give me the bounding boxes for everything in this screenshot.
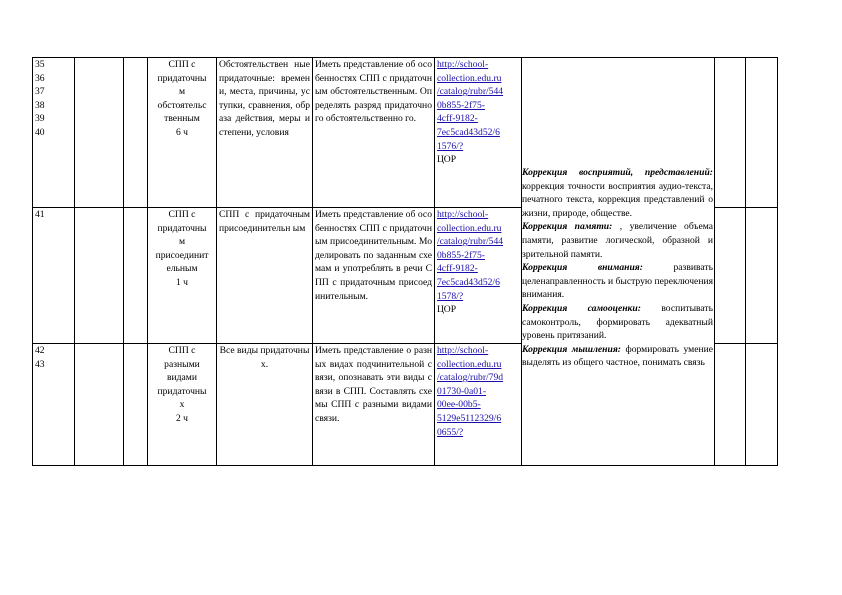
empty-cell — [124, 208, 148, 344]
empty-cell — [746, 208, 778, 344]
correction-text — [522, 166, 713, 370]
lesson-numbers: 35 36 37 38 39 40 — [33, 58, 75, 208]
resource-links-cell — [435, 58, 522, 208]
empty-cell — [75, 58, 124, 208]
resource-link[interactable]: http://school- collection.edu.ru /catalog/rubr/544 0b855-2f75- 4cff-9182- 7ec5cad43d52/6 1578/? — [437, 209, 504, 302]
resource-links-cell — [435, 208, 522, 344]
resource-link[interactable]: http://school- collection.edu.ru /catalog/rubr/544 0b855-2f75- 4cff-9182- 7ec5cad43d52/6 1576/? — [437, 59, 504, 152]
empty-cell — [124, 344, 148, 466]
goals-cell: Иметь представление об особенностях СПП с придаточным присоединительным. Моделировать по заданным схемам и употреблять в речи СПП с придаточным присоединительным. — [313, 208, 435, 344]
content-cell: Обстоятельствен ные придаточные: времени, места, причины, уступки, сравнения, образа действия, меры и степени, условия — [217, 58, 313, 208]
correction-block: Коррекция восприятий, представлений: коррекция точности восприятия аудио-текста, печатного текста, коррекция представлений о жизни, природе, обществе. — [522, 167, 713, 219]
correction-block: Коррекция самооценки: воспитывать самоконтроль, формировать адекватный уровень притязаний. — [522, 302, 713, 342]
lesson-numbers: 41 — [33, 208, 75, 344]
empty-cell — [75, 208, 124, 344]
empty-cell — [715, 58, 746, 208]
empty-cell — [124, 58, 148, 208]
topic-cell: СПП с придаточны м присоединит ельным 1 ч — [148, 208, 217, 344]
empty-cell — [746, 58, 778, 208]
correction-block: Коррекция памяти: , увеличение объема памяти, развитие логической, образной и зрительной памяти. — [522, 221, 713, 260]
cor-label: ЦОР — [437, 154, 457, 166]
topic-cell: СПП с разными видами придаточны х 2 ч — [148, 344, 217, 466]
empty-cell — [715, 208, 746, 344]
empty-cell — [715, 344, 746, 466]
correction-block: Коррекция внимания: развивать целенаправленность и быструю переключения внимания. — [522, 262, 713, 301]
content-cell: Все виды придаточных. — [217, 344, 313, 466]
correction-block: Коррекция мышления: формировать умение выделять из общего частное, понимать связь — [522, 343, 713, 369]
topic-cell: СПП с придаточны м обстоятельс твенным 6 ч — [148, 58, 217, 208]
resource-links-cell — [435, 344, 522, 466]
cor-label: ЦОР — [437, 304, 457, 316]
goals-cell: Иметь представление о разных видах подчинительной связи, опознавать эти виды связи в СПП. Составлять схемы СПП с разными видами связи. — [313, 344, 435, 466]
content-cell: СПП с придаточным присоединительн ым — [217, 208, 313, 344]
resource-link[interactable]: http://school- collection.edu.ru /catalog/rubr/79d 01730-0a01- 00ee-00b5- 5129e5112329/6 0655/? — [437, 345, 504, 438]
empty-cell — [746, 344, 778, 466]
lesson-numbers: 42 43 — [33, 344, 75, 466]
goals-cell: Иметь представление об особенностях СПП с придаточным обстоятельственным. Определять разряд придаточного обстоятельственно го. — [313, 58, 435, 208]
empty-cell — [75, 344, 124, 466]
